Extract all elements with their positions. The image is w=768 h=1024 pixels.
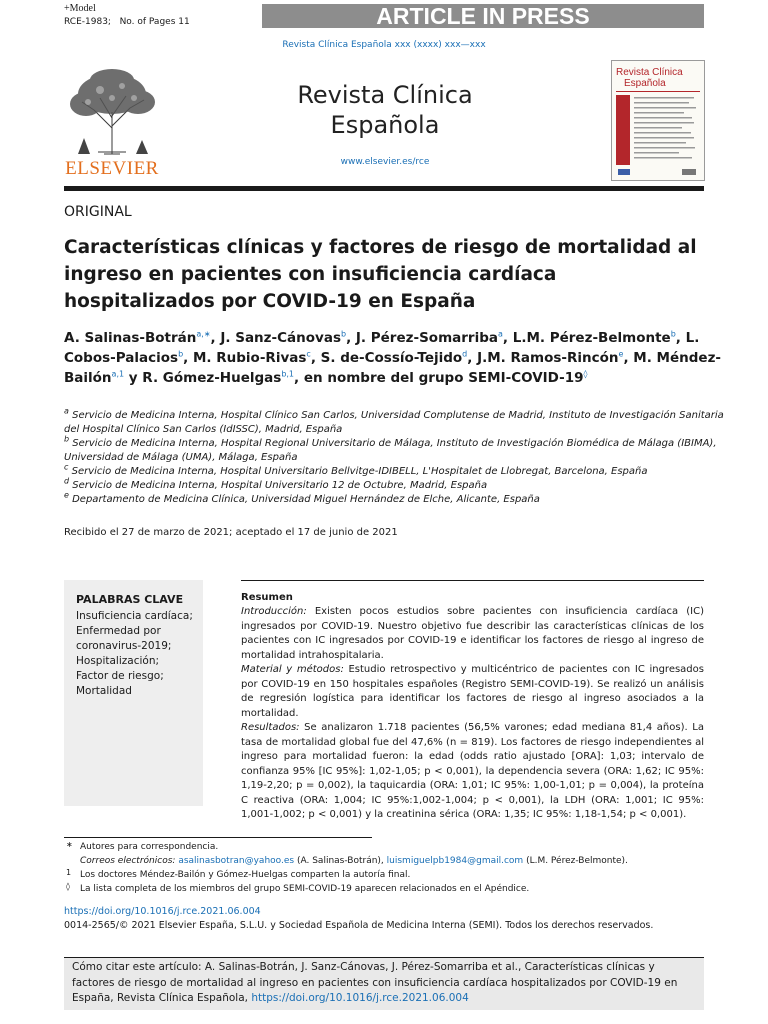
affiliation-text: Departamento de Medicina Clínica, Universidad Miguel Hernández de Elche, Alicante, España [72,494,540,505]
emails-label: Correos electrónicos: [80,856,176,866]
rce-code: RCE-1983; [64,17,111,27]
journal-url-link[interactable]: www.elsevier.es/rce [340,157,430,167]
author-affiliation-marker[interactable]: b [340,329,347,339]
group-note [64,882,704,896]
author-name[interactable]: J. Pérez-Somarriba [355,330,498,346]
journal-title-line1: Revista Clínica [297,81,473,109]
journal-title [240,80,530,140]
author-affiliation-marker[interactable]: a [497,329,503,339]
elsevier-wordmark: ELSEVIER [65,158,159,179]
affiliation-text: Servicio de Medicina Interna, Hospital Universitario Bellvitge-IDIBELL, L'Hospitalet de Llobregat, Barcelona, España [71,466,648,477]
author-list [64,328,724,388]
tree-icon [64,68,160,156]
affiliation-text: Servicio de Medicina Interna, Hospital Clínico San Carlos, Universidad Complutense de Madrid, Instituto de Investigación Sanitaria del Hospital Clínico San Carlos (IdISSC), Madrid, España [64,410,724,435]
affiliation-mark: d [64,476,70,486]
author-separator: , [623,350,634,366]
author-separator: , [502,330,513,346]
intro-label: Introducción: [241,606,307,617]
cover-title-line2: Española [624,78,666,89]
author-name[interactable]: L.M. Pérez-Belmonte [512,330,671,346]
abstract-results [241,721,704,823]
author-name[interactable]: M. Méndez-Bailón [64,350,722,386]
cover-contents-graphic [612,91,704,179]
email-link-1[interactable]: asalinasbotran@yahoo.es [178,856,295,866]
email2-owner: (L.M. Pérez-Belmonte). [526,856,628,866]
author-affiliation-marker[interactable]: d [462,349,468,359]
author-separator: y [124,370,143,386]
author-affiliation-marker[interactable]: a,∗ [196,329,211,339]
affiliation-mark: c [64,462,69,472]
affiliation-mark: b [64,434,70,444]
header-rule [64,186,704,191]
author-affiliation-marker[interactable]: b [670,329,676,339]
author-separator: , [183,350,193,366]
author-separator: , [294,370,304,386]
author-name[interactable]: J.M. Ramos-Rincón [477,350,619,366]
keyword-item: Insuficiencia cardíaca; [76,610,193,622]
shared-authorship-note [64,868,704,882]
copyright-line: 0014-2565/© 2021 Elsevier España, S.L.U. y Sociedad Española de Medicina Interna (SEMI). Todos los derechos reservados. [64,920,654,931]
citation-text [72,960,698,1007]
author-affiliation-marker[interactable]: a,1 [111,369,125,379]
author-affiliation-marker[interactable]: ◊ [583,369,588,379]
article-title: Características clínicas y factores de riesgo de mortalidad al ingreso en pacientes con insuficiencia cardíaca hospitalizados por COVID-19 en España [64,237,697,312]
keywords-heading: PALABRAS CLAVE [76,593,184,606]
keywords-list [76,609,200,699]
note2-text: La lista completa de los miembros del grupo SEMI-COVID-19 aparecen relacionados en el Apéndice. [80,884,530,894]
corresponding-text: Autores para correspondencia. [80,842,219,852]
keyword-item: Mortalidad [76,685,132,697]
affiliation-text: Servicio de Medicina Interna, Hospital Universitario 12 de Octubre, Madrid, España [72,480,488,491]
affiliation-list [64,406,724,507]
citation-doi-link[interactable]: https://doi.org/10.1016/j.rce.2021.06.004 [251,992,469,1004]
intro-text: Existen pocos estudios sobre pacientes con insuficiencia cardíaca (IC) ingresados por COVID-19. Nuestro objetivo fue describir las características clínicas de los pacientes con IC ingresados por COVID-19 e identificar los factores de riesgo al ingreso de mortalidad intrahospitalaria. [241,606,704,661]
model-tag: +Model [64,3,96,14]
abstract-rule [241,580,704,581]
email-note [64,854,704,868]
journal-issue-line[interactable]: Revista Clínica Española xxx (xxxx) xxx—xxx [282,40,486,50]
page-count: No. of Pages 11 [119,17,190,27]
affiliation-item [64,434,724,465]
citation-body: Cómo citar este artículo: A. Salinas-Botrán, J. Sanz-Cánovas, J. Pérez-Somarriba et al., Características clínicas y factores de riesgo de mortalidad al ingreso en pacientes con insuficiencia cardíaca hospitalizados por COVID-19 en España, Revista Clínica Española, [72,961,678,1004]
author-separator: , [346,330,356,346]
article-in-press-text: ARTICLE IN PRESS [376,3,590,29]
email-link-2[interactable]: luismiguelpb1984@gmail.com [386,856,524,866]
section-label: ORIGINAL [64,204,132,220]
author-name[interactable]: A. Salinas-Botrán [64,330,197,346]
abstract-methods [241,663,704,721]
affiliation-mark: a [64,406,69,416]
author-affiliation-marker[interactable]: b [178,349,184,359]
author-separator: , [675,330,686,346]
email1-owner: (A. Salinas-Botrán), [296,856,384,866]
results-label: Resultados: [241,722,300,733]
author-name[interactable]: S. de-Cossío-Tejido [320,350,463,366]
corresponding-mark: ∗ [66,840,73,849]
note1-mark: 1 [66,868,72,877]
author-name[interactable]: R. Gómez-Huelgas [142,370,282,386]
methods-text: Estudio retrospectivo y multicéntrico de pacientes con IC ingresados por COVID-19 en 150 hospitales españoles (Registro SEMI-COVID-19). Se realizó un análisis de regresión logística para identificar los factores de riesgo al ingreso asociados a la mortalidad. [241,664,704,719]
author-separator: , [467,350,478,366]
affiliation-text: Servicio de Medicina Interna, Hospital Regional Universitario de Málaga, Instituto de Investigación Biomédica de Málaga (IBIMA), Universidad de Málaga (UMA), Málaga, España [64,438,717,463]
affiliation-item [64,406,724,437]
author-name[interactable]: L. Cobos-Palacios [64,330,700,366]
note2-mark: ◊ [66,882,70,891]
note1-text: Los doctores Méndez-Bailón y Gómez-Huelgas comparten la autoría final. [80,870,411,880]
author-name[interactable]: en nombre del grupo SEMI-COVID-19 [303,370,584,386]
abstract-introduction [241,605,704,663]
keyword-item: Hospitalización; [76,655,160,667]
received-date: Recibido el 27 de marzo de 2021; aceptado el 17 de junio de 2021 [64,527,398,538]
journal-cover-thumbnail[interactable] [611,60,705,181]
footnotes [64,840,704,896]
keyword-item: Factor de riesgo; [76,670,164,682]
author-affiliation-marker[interactable]: c [306,349,311,359]
journal-title-line2: Española [330,111,440,139]
corresponding-note [64,840,704,854]
methods-label: Material y métodos: [241,664,344,675]
abstract-body [241,605,704,823]
affiliation-item [64,462,724,479]
author-name[interactable]: M. Rubio-Rivas [193,350,307,366]
cover-title-line1: Revista Clínica [616,67,683,78]
affiliation-item [64,476,724,493]
affiliation-item [64,490,724,507]
results-text: Se analizaron 1.718 pacientes (56,5% varones; edad mediana 81,4 años). La tasa de mortalidad global fue del 47,6% (n = 819). Los factores de riesgo independientes al ingreso para mortalidad fueron: la edad (odds ratio ajustado [ORA]: 1,03; intervalo de confianza 95% [IC 95%]: 1,02-1,05; p < 0,001), la dependencia severa (ORA: 1,62; IC 95%: 1,19-2,20; p = 0,002), la taquicardia (ORA: 1,01; IC 95%: 1,00-1,01; p = 0,004), la proteína C reactiva (ORA: 1,004; IC 95%:1,002-1,004; p < 0,001), la LDH (ORA: 1,001; IC 95%: 1,001-1,002; p < 0,001) y la creatinina sérica (ORA: 1,35; IC 95%: 1,18-1,54; p < 0,001). [241,722,704,820]
author-name[interactable]: J. Sanz-Cánovas [220,330,341,346]
cover-title [616,67,683,89]
keyword-item: Enfermedad por coronavirus-2019; [76,625,172,652]
author-separator: , [310,350,321,366]
manuscript-code [64,16,190,28]
author-affiliation-marker[interactable]: b,1 [281,369,295,379]
affiliation-mark: e [64,490,69,500]
author-separator: , [210,330,221,346]
author-affiliation-marker[interactable]: e [618,349,624,359]
footnote-rule [64,837,372,838]
abstract-heading: Resumen [241,592,293,603]
doi-link[interactable]: https://doi.org/10.1016/j.rce.2021.06.004 [64,906,261,917]
